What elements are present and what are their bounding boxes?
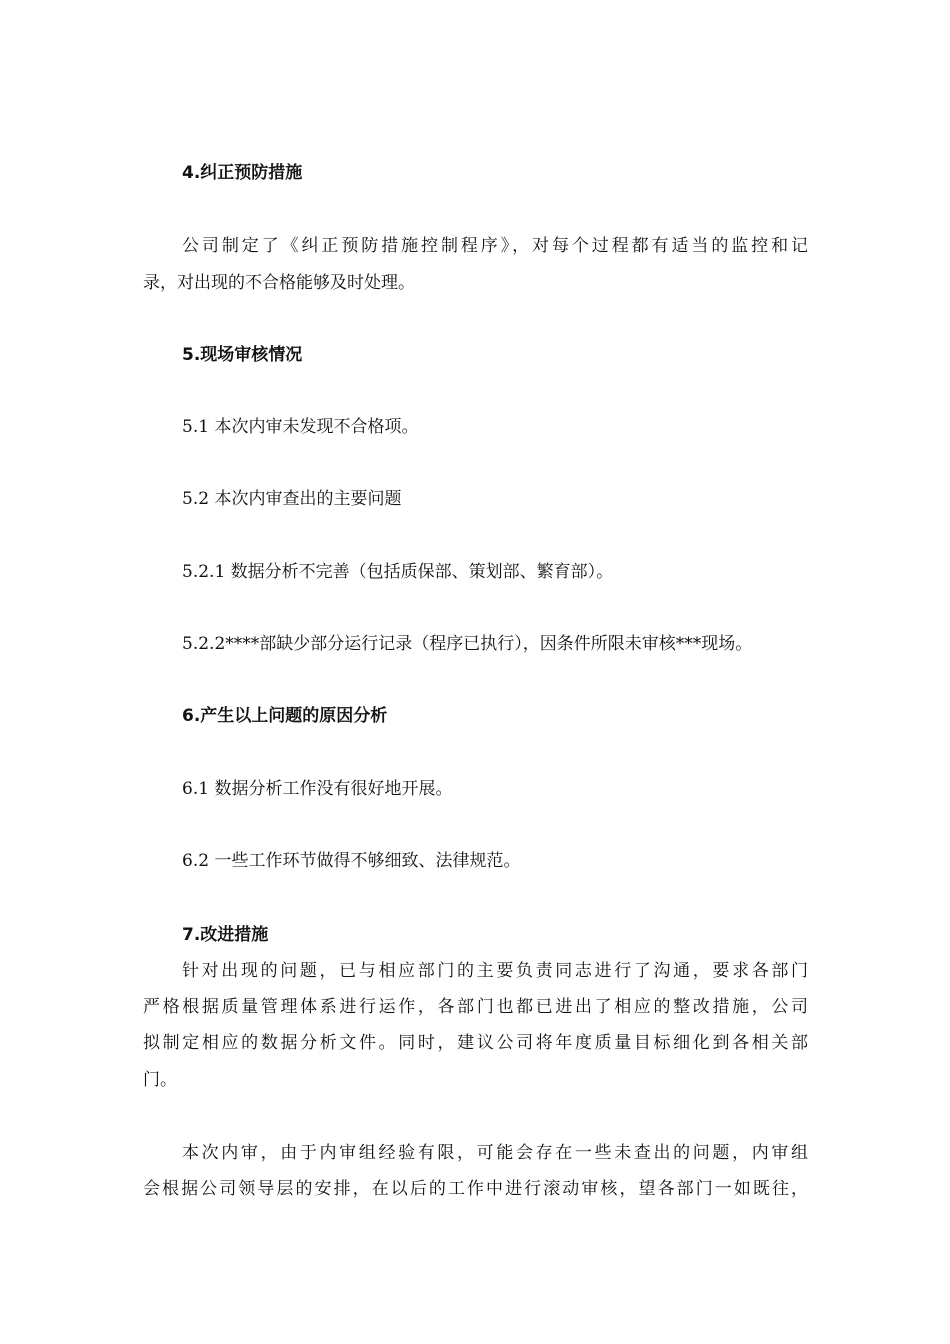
section-7-paragraph-line-4: 门。 — [143, 1070, 177, 1090]
closing-paragraph-line-1: 本次内审，由于内审组经验有限，可能会存在一些未查出的问题，内审组 — [182, 1143, 808, 1163]
closing-paragraph-line-2: 会根据公司领导层的安排，在以后的工作中进行滚动审核，望各部门一如既往， — [143, 1179, 808, 1199]
section-4-paragraph-line-2: 录，对出现的不合格能够及时处理。 — [143, 273, 415, 293]
item-5-2-1: 5.2.1 数据分析不完善（包括质保部、策划部、繁育部）。 — [182, 562, 614, 582]
section-7-paragraph-line-1: 针对出现的问题，已与相应部门的主要负责同志进行了沟通，要求各部门 — [182, 961, 808, 981]
item-5-1: 5.1 本次内审未发现不合格项。 — [182, 417, 419, 437]
section-4-paragraph-line-1: 公司制定了《纠正预防措施控制程序》，对每个过程都有适当的监控和记 — [182, 236, 808, 256]
item-5-2-2: 5.2.2****部缺少部分运行记录（程序已执行），因条件所限未审核***现场。 — [182, 634, 753, 654]
section-4-heading: 4.纠正预防措施 — [182, 163, 303, 183]
section-5-heading: 5.现场审核情况 — [182, 345, 303, 365]
section-7-paragraph-line-2: 严格根据质量管理体系进行运作，各部门也都已进出了相应的整改措施，公司 — [143, 997, 808, 1017]
section-7-heading: 7.改进措施 — [182, 925, 269, 945]
section-6-heading: 6.产生以上问题的原因分析 — [182, 706, 388, 726]
item-6-2: 6.2 一些工作环节做得不够细致、法律规范。 — [182, 851, 521, 871]
item-5-2: 5.2 本次内审查出的主要问题 — [182, 489, 402, 509]
item-6-1: 6.1 数据分析工作没有很好地开展。 — [182, 779, 453, 799]
section-7-paragraph-line-3: 拟制定相应的数据分析文件。同时，建议公司将年度质量目标细化到各相关部 — [143, 1033, 808, 1053]
